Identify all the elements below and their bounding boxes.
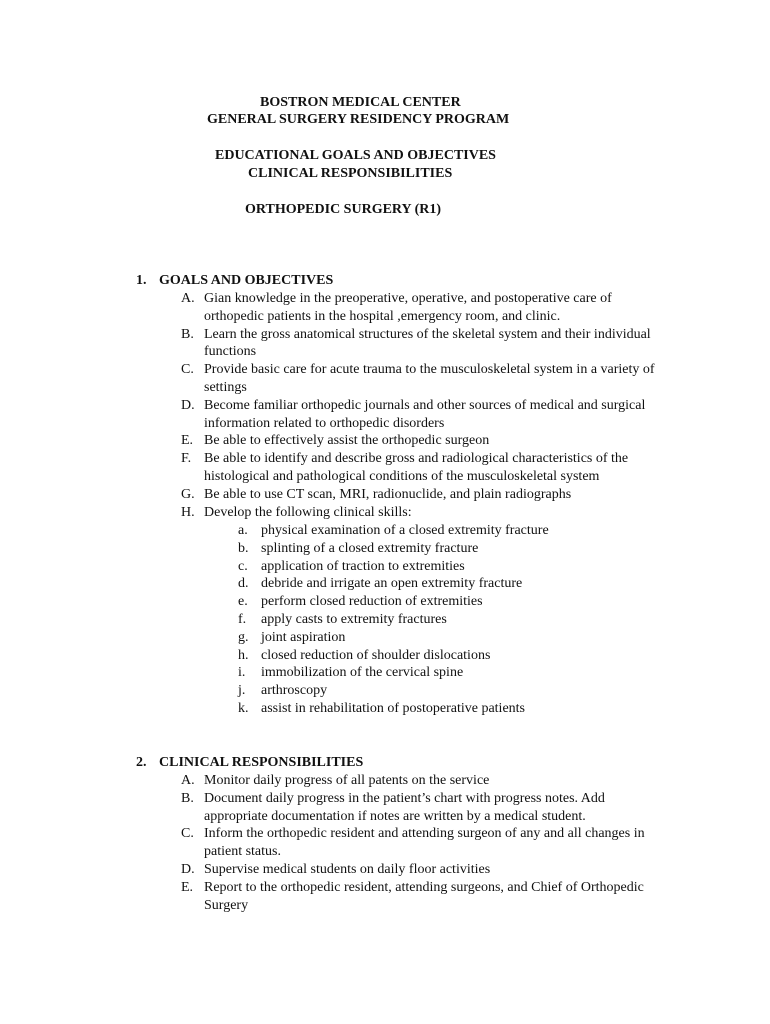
goal-item-marker: B. xyxy=(181,326,194,342)
program-name: GENERAL SURGERY RESIDENCY PROGRAM xyxy=(207,112,510,127)
skill-item-marker: g. xyxy=(238,629,249,645)
skill-item-text: physical examination of a closed extremity fracture xyxy=(261,523,549,538)
goal-item xyxy=(181,432,661,450)
skill-item-text: joint aspiration xyxy=(261,629,346,645)
responsibility-item-marker: E. xyxy=(181,879,194,895)
section-1-title: GOALS AND OBJECTIVES xyxy=(159,273,334,288)
responsibility-item-marker: A. xyxy=(181,773,195,788)
responsibility-item-text: Report to the orthopedic resident, attending surgeons, and Chief of Orthopedic Surgery xyxy=(204,879,644,913)
document-title: EDUCATIONAL GOALS AND OBJECTIVES xyxy=(215,148,496,163)
skill-item-marker: d. xyxy=(238,576,249,592)
skill-item xyxy=(238,522,638,540)
goals-list xyxy=(181,290,661,521)
goal-item xyxy=(181,397,661,433)
responsibility-item xyxy=(181,825,661,861)
goal-item xyxy=(181,290,661,326)
goal-item xyxy=(181,326,661,362)
goal-item-text: Be able to effectively assist the orthopedic surgeon xyxy=(204,433,490,449)
skill-item xyxy=(238,629,638,647)
skill-item-text: assist in rehabilitation of postoperative patients xyxy=(261,700,525,716)
responsibility-item-text: Supervise medical students on daily floor activities xyxy=(204,861,491,877)
goal-item xyxy=(181,486,661,504)
section-1-heading xyxy=(136,272,333,290)
goal-item-marker: H. xyxy=(181,504,195,520)
skill-item-text: apply casts to extremity fractures xyxy=(261,611,447,627)
goal-item-text: Learn the gross anatomical structures of the skeletal system and their individual functions xyxy=(204,326,651,360)
goal-item xyxy=(181,450,661,486)
skill-item xyxy=(238,540,638,558)
goal-item-text: Become familiar orthopedic journals and other sources of medical and surgical information related to orthopedic disorders xyxy=(204,397,646,431)
responsibility-item-marker: B. xyxy=(181,790,194,806)
goal-item-marker: E. xyxy=(181,433,194,449)
goal-item-marker: F. xyxy=(181,451,192,467)
skill-item-marker: a. xyxy=(238,523,248,538)
goal-item-text: Provide basic care for acute trauma to the musculoskeletal system in a variety of settings xyxy=(204,362,655,395)
skill-item xyxy=(238,664,638,682)
section-2-title: CLINICAL RESPONSIBILITIES xyxy=(159,755,364,770)
responsibility-item-marker: C. xyxy=(181,826,194,842)
goal-item-marker: G. xyxy=(181,486,195,502)
skill-item xyxy=(238,593,638,611)
section-2-heading xyxy=(136,754,363,772)
section-2-number: 2. xyxy=(136,755,147,770)
skill-item-text: arthroscopy xyxy=(261,683,328,699)
responsibilities-list xyxy=(181,772,661,914)
section-1-number: 1. xyxy=(136,273,147,288)
goal-item-text: Be able to use CT scan, MRI, radionuclide, and plain radiographs xyxy=(204,486,572,502)
responsibility-item-text: Document daily progress in the patient’s chart with progress notes. Add appropriate documentation if notes are written by a medical student. xyxy=(204,790,605,824)
goal-item-text: Be able to identify and describe gross and radiological characteristics of the histological and pathological conditions of the musculoskeletal system xyxy=(204,451,629,484)
skill-item-text: closed reduction of shoulder dislocations xyxy=(261,647,491,663)
document-subtitle: CLINICAL RESPONSIBILITIES xyxy=(248,166,453,181)
skill-item-text: immobilization of the cervical spine xyxy=(261,665,464,681)
responsibility-item xyxy=(181,861,661,879)
responsibility-item xyxy=(181,772,661,790)
skill-item-marker: i. xyxy=(238,665,246,681)
skill-item xyxy=(238,575,638,593)
skill-item-text: perform closed reduction of extremities xyxy=(261,594,483,610)
goal-item-text: Gian knowledge in the preoperative, operative, and postoperative care of orthopedic patients in the hospital ,emergency room, and clinic. xyxy=(204,291,612,324)
skill-item-marker: c. xyxy=(238,558,248,574)
skill-item-marker: f. xyxy=(238,611,247,627)
skill-item xyxy=(238,647,638,665)
skill-item-marker: h. xyxy=(238,647,249,663)
goal-item-text: Develop the following clinical skills: xyxy=(204,504,412,520)
skill-item-marker: k. xyxy=(238,700,249,716)
goal-item xyxy=(181,504,661,522)
goal-item-marker: C. xyxy=(181,362,194,378)
skill-item xyxy=(238,682,638,700)
responsibility-item-text: Monitor daily progress of all patents on the service xyxy=(204,773,490,788)
skill-item-marker: e. xyxy=(238,594,248,610)
skill-item xyxy=(238,558,638,576)
skill-item-marker: j. xyxy=(238,683,246,699)
goal-item xyxy=(181,361,661,397)
responsibility-item xyxy=(181,790,661,826)
clinical-skills-list xyxy=(238,522,638,718)
responsibility-item xyxy=(181,879,661,915)
skill-item xyxy=(238,700,638,718)
skill-item-text: debride and irrigate an open extremity fracture xyxy=(261,576,523,592)
responsibility-item-text: Inform the orthopedic resident and attending surgeon of any and all changes in patient status. xyxy=(204,826,645,860)
skill-item-text: application of traction to extremities xyxy=(261,558,465,574)
responsibility-item-marker: D. xyxy=(181,861,195,877)
institution-name: BOSTRON MEDICAL CENTER xyxy=(260,95,461,110)
goal-item-marker: A. xyxy=(181,291,195,306)
skill-item-text: splinting of a closed extremity fracture xyxy=(261,540,479,556)
skill-item-marker: b. xyxy=(238,540,249,556)
skill-item xyxy=(238,611,638,629)
rotation-title: ORTHOPEDIC SURGERY (R1) xyxy=(245,202,442,217)
goal-item-marker: D. xyxy=(181,397,195,413)
